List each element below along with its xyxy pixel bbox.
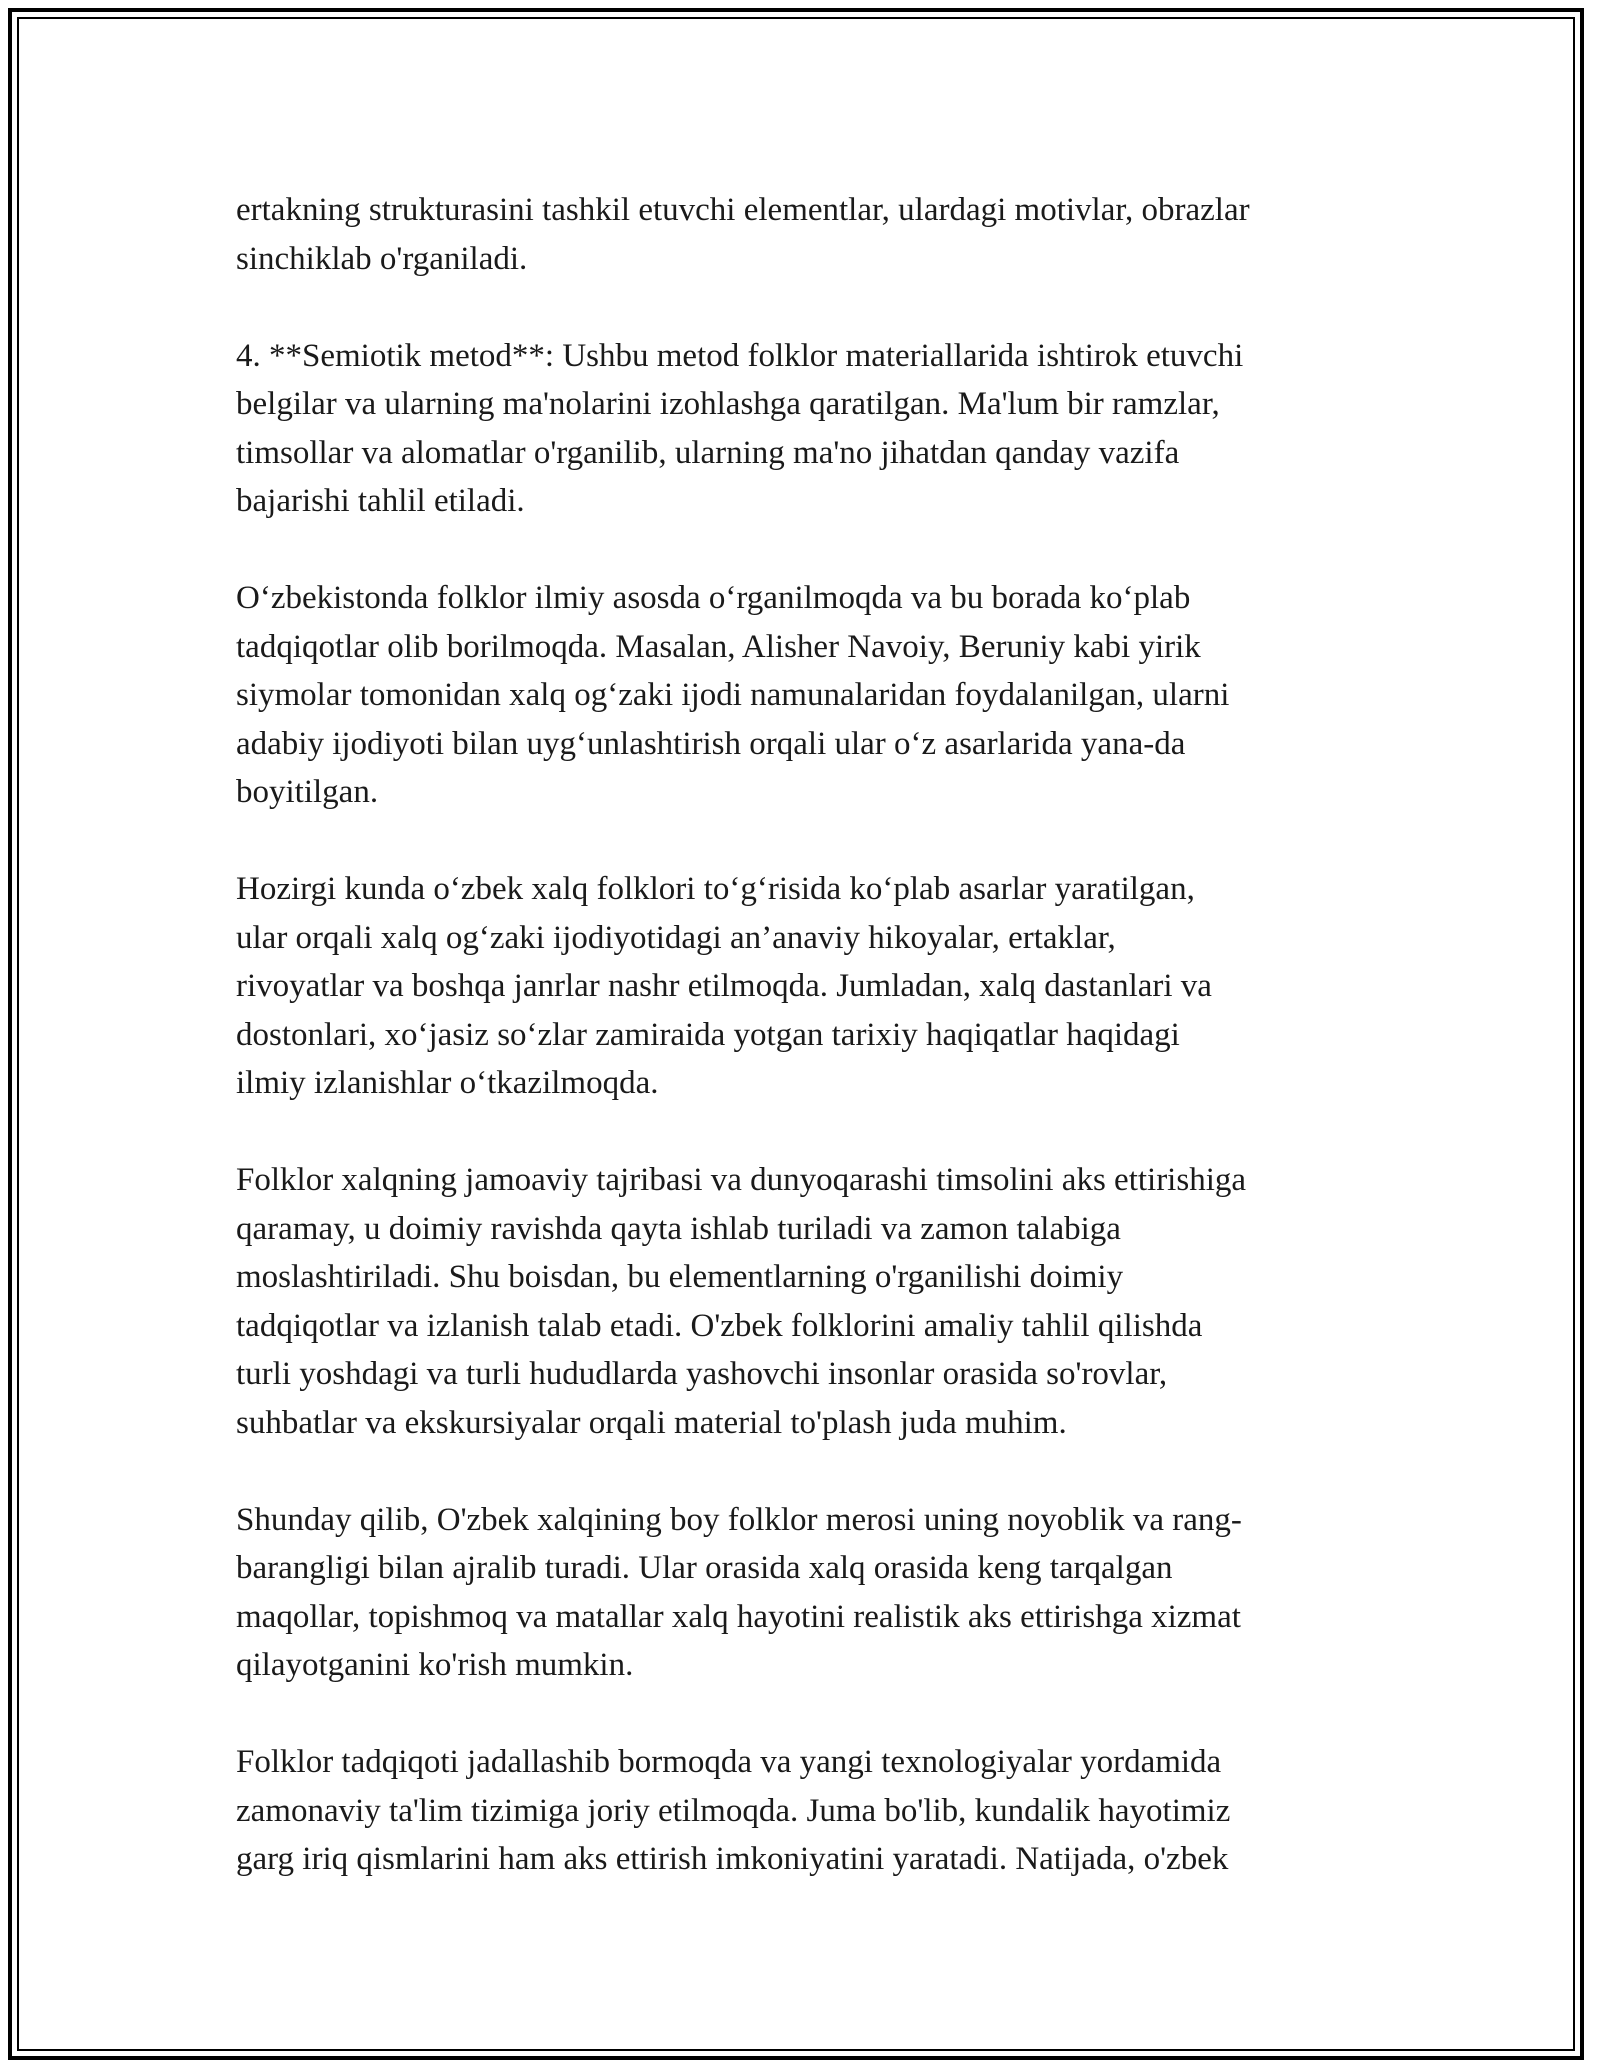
document-body [236, 186, 1366, 1884]
paragraph-semiotic-method: 4. **Semiotik metod**: Ushbu metod folklor materiallarida ishtirok etuvchi belgilar va ularning ma'nolarini izohlashga qaratilgan. Ma'lum bir ramzlar, timsollar va alomatlar o'rganilib, ularning ma'no jihatdan qanday vazifa bajarishi tahlil etiladi. [236, 337, 1244, 519]
paragraph-modern-works: Hozirgi kunda o‘zbek xalq folklori to‘g‘risida ko‘plab asarlar yaratilgan, ular orqali xalq og‘zaki ijodiyotidagi an’anaviy hikoyalar, ertaklar, rivoyatlar va boshqa janrlar nashr etilmoqda. Jumladan, xalq dastanlari va dostonlari, xo‘jasiz so‘zlar zamiraida yotgan tarixiy haqiqatlar haqidagi ilmiy izlanishlar o‘tkazilmoqda. [236, 871, 1212, 1101]
paragraph-rich-heritage: Shunday qilib, O'zbek xalqining boy folklor merosi uning noyoblik va rang- barangligi bilan ajralib turadi. Ular orasida xalq orasida keng tarqalgan maqollar, topishmoq va matallar xalq hayotini realistik aks ettirishga xizmat qilayotganini ko'rish mumkin. [236, 1501, 1242, 1683]
paragraph-collective-experience: Folklor xalqning jamoaviy tajribasi va dunyoqarashi timsolini aks ettirishiga qaramay, u doimiy ravishda qayta ishlab turiladi va zamon talabiga moslashtiriladi. Shu boisdan, bu elementlarning o'rganilishi doimiy tadqiqotlar va izlanish talab etadi. O'zbek folklorini amaliy tahlil qilishda turli yoshdagi va turli hududlarda yashovchi insonlar orasida so'rovlar, suhbatlar va ekskursiyalar orqali material to'plash juda muhim. [236, 1162, 1247, 1441]
paragraph-new-technologies: Folklor tadqiqoti jadallashib bormoqda va yangi texnologiyalar yordamida zamonaviy ta'lim tizimiga joriy etilmoqda. Juma bo'lib, kundalik hayotimiz garg iriq qismlarini ham aks ettirish imkoniyatini yaratadi. Natijada, o'zbek [236, 1744, 1231, 1877]
paragraph-folklore-research: O‘zbekistonda folklor ilmiy asosda o‘rganilmoqda va bu borada ko‘plab tadqiqotlar olib borilmoqda. Masalan, Alisher Navoiy, Beruniy kabi yirik siymolar tomonidan xalq og‘zaki ijodi namunalaridan foydalanilgan, ularni adabiy ijodiyoti bilan uyg‘unlashtirish orqali ular o‘z asarlarida yana-da boyitilgan. [236, 580, 1230, 810]
paragraph-structure-elements: ertakning strukturasini tashkil etuvchi elementlar, ulardagi motivlar, obrazlar sinchiklab o'rganiladi. [236, 192, 1250, 277]
